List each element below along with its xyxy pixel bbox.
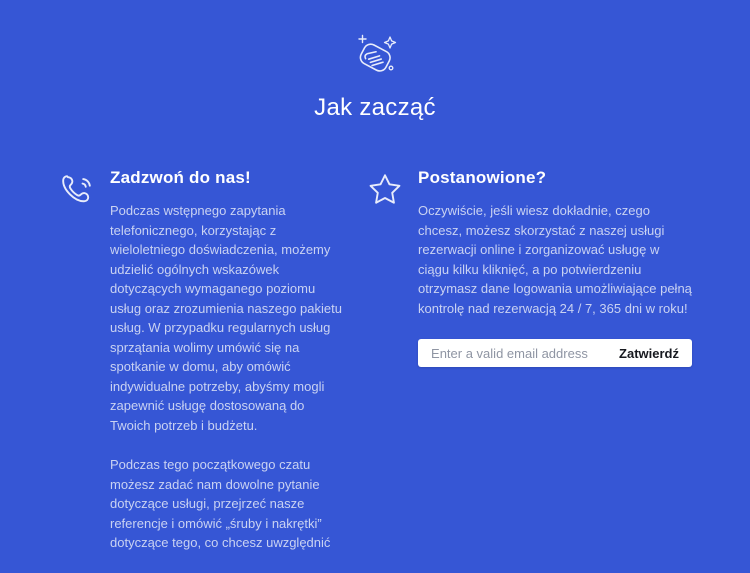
body-paragraph: Oczywiście, jeśli wiesz dokładnie, czego chcesz, możesz skorzystać z naszej usługi rezerwacji online i zorganizować usługę w ciągu kilku kliknięć, a po potwierdzeniu otrzymasz dane logowania umożliwiające pełną kontrolę nad rezerwacją 24 / 7, 365 dni w roku! — [418, 203, 692, 316]
body-paragraph: Podczas wstępnego zapytania telefonicznego, korzystając z wieloletniego doświadczenia, możemy udzielić ogólnych wskazówek dotyczących wymaganego poziomu usług oraz zrozumienia naszego pakietu usług. W przypadku regularnych usług sprzątania wolimy umówić się na spotkanie w domu, aby omówić indywidualne potrzeby, abyśmy mogli zapewnić usługę dostosowaną do Twoich potrzeb i budżetu. — [110, 203, 342, 433]
phone-icon — [58, 170, 96, 210]
column-decided — [366, 168, 692, 573]
content-columns — [58, 168, 692, 573]
cleaning-hand-icon — [350, 30, 400, 82]
decided-content — [418, 168, 692, 367]
email-input[interactable] — [431, 346, 607, 361]
column-heading-call-us: Zadzwoń do nas! — [110, 168, 251, 187]
star-icon — [366, 170, 404, 210]
page-title: Jak zacząć — [314, 94, 436, 121]
submit-button[interactable]: Zatwierdź — [607, 346, 679, 361]
column-call-us — [58, 168, 348, 573]
email-subscribe-form — [418, 339, 692, 367]
hero — [0, 0, 750, 122]
call-us-content — [110, 168, 348, 573]
body-paragraph: Podczas tego początkowego czatu możesz zadać nam dowolne pytanie dotyczące usługi, przejrzeć nasze referencje i omówić „śruby i nakrętki” dotyczące tego, co chcesz uwzględnić — [110, 457, 331, 550]
column-heading-decided: Postanowione? — [418, 168, 547, 187]
